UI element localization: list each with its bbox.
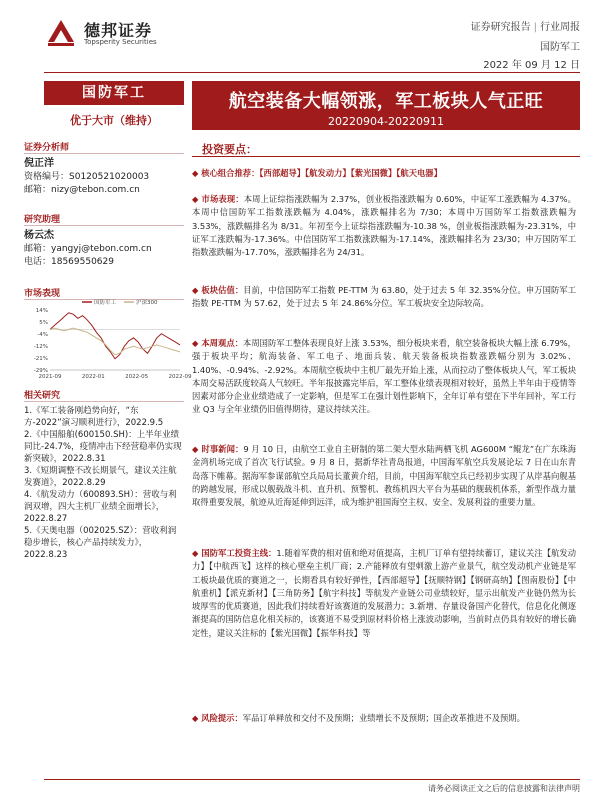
legend-label: 国防军工 — [94, 300, 117, 306]
x-tick-label: 2022-09 — [168, 374, 192, 380]
market-paragraph — [192, 193, 576, 259]
related-heading: 相关研究 — [24, 391, 61, 401]
industry-banner: 国防军工 — [44, 81, 184, 105]
valuation-text: 目前，中信国防军工指数 PE-TTM 为 63.80，处于过去 5 年 32.35%分位。申万国防军工指数 PE-TTM 为 57.62，处于过去 5 年 24.86%分位。军工板块安全边际较高。 — [192, 285, 576, 309]
y-tick-label: -12% — [33, 344, 48, 350]
portfolio-text: 【西部超导】【航发动力】【紫光国微】【航天电器】 — [259, 168, 442, 178]
assistant-phone: 电话：18569550629 — [24, 257, 114, 267]
divider — [24, 401, 184, 402]
bullet-icon: ◆ — [192, 338, 202, 348]
market-text: 本周上证综指涨跌幅为 2.37%，创业板指涨跌幅为 0.60%，中证军工涨跌幅为 4.37%。本周中信国防军工指数涨跌幅为 4.04%，涨跌幅排名为 7/30；本周中万国防军工指数涨跌幅为 3.53%，涨跌幅排名为 8/31。年初至今上证综指涨跌幅为-10.38 %，创业板指涨跌幅为-23.31%，中证军工涨跌幅为-17.36%。中信国防军工指数涨跌幅为-17.14%，涨跌幅排名为 23/30；申万国防军工指数涨跌幅为-17.70%，涨跌幅排名为 24/31。 — [192, 194, 576, 258]
divider — [24, 225, 184, 226]
footer-divider — [44, 779, 580, 780]
risk-paragraph — [192, 712, 576, 725]
brand-logo — [44, 16, 244, 60]
section-title: 投资要点： — [202, 143, 257, 156]
report-industry: 国防军工 — [540, 42, 580, 53]
weekly-paragraph — [192, 337, 576, 417]
report-date-range: 20220904-20220911 — [328, 115, 444, 128]
brand-name: 德邦证券 — [84, 21, 153, 40]
y-tick-label: -21% — [33, 356, 48, 362]
bullet-icon: ◆ — [192, 285, 202, 295]
analyst-heading: 证券分析师 — [24, 143, 70, 153]
related-report[interactable]: 3.《短期调整不改长期景气，建议关注航发赛道》，2022.8.29 — [24, 466, 177, 488]
market-heading: 市场表现 — [24, 289, 61, 299]
rating: 优于大市（维持） — [70, 114, 158, 127]
analyst-cert: 资格编号：S0120521020003 — [24, 172, 150, 182]
footer-disclaimer: 请务必阅读正文之后的信息披露和法律声明 — [428, 784, 580, 793]
assistant-email[interactable]: 邮箱：yangyj@tebon.com.cn — [24, 244, 152, 254]
series-line-defense — [50, 313, 180, 359]
pool-text: 1.随着军费的相对值和绝对值提高，主机厂订单有望持续蓄订，建议关注【航发动力】【中航西飞】这样的核心壁垒主机厂商；2.产能释放有望刺激上游产业景气，航空发动机产业链是军工板块最优质的赛道之一，长期看具有较好弹性，【西部超导】【抚顺特钢】【钢研高纳】【图南股份】【中航重机】【派克新材】【三角防务】【航宇科技】等航发产业链公司业绩较好，显示出航发产业链仍然为长坡厚雪的优质赛道，因此我们持续看好该赛道的发展潜力；3.新增、存量设备国产化替代，信息化化侧逐渐提高的国防信息化相关标的，该赛道不易受到原材料价格上涨波动影响，当前时点仍具有较好的增长确定性，建议关注标的【紫光国微】【振华科技】等 — [192, 548, 576, 638]
divider — [24, 153, 184, 154]
y-tick-label: -29% — [33, 368, 48, 374]
x-tick-label: 2022-05 — [125, 374, 149, 380]
weekly-label: 本周观点： — [201, 338, 243, 348]
related-report[interactable]: 4.《航发动力（600893.SH）：营收与利润双增，四大主机厂业绩全面增长》，2022.8.27 — [24, 490, 177, 524]
analyst-name: 倪正洋 — [24, 158, 54, 169]
assistant-info — [24, 229, 152, 269]
report-meta: 证券研究报告 | 行业周报 国防军工 — [471, 18, 580, 58]
bullet-icon: ◆ — [192, 444, 202, 454]
news-label: 时事新闻： — [201, 444, 244, 454]
valuation-label: 板块估值： — [201, 285, 244, 295]
risk-text: 军品订单释放和交付不及预期；业绩增长不及预期；国企改革推进不及预期。 — [242, 713, 525, 723]
related-report-list — [24, 405, 184, 561]
risk-label: 风险提示： — [201, 713, 243, 723]
bullet-icon: ◆ — [192, 713, 202, 723]
brand-name-en: Topsperity Securities — [84, 38, 157, 46]
bullet-icon: ◆ — [192, 168, 202, 178]
portfolio-paragraph — [192, 167, 576, 180]
market-chart — [24, 296, 192, 386]
valuation-paragraph — [192, 284, 576, 311]
news-paragraph — [192, 443, 576, 509]
report-type: 证券研究报告 — [470, 22, 531, 33]
weekly-text: 本周国防军工整体表现良好上涨 3.53%，细分板块来看，航空装备板块大幅上涨 6.79%，强于板块平均；航海装备、军工电子、地面兵装、航天装备板块指数涨跌幅分别为 3.02%、1.40%、-0.94%、-2.92%。本周航空板块中主机厂最先开始上涨，从而拉动了整体板块人气，军工板块本周交易活跃度较高人气较旺。半年报披露完毕后，军工整体业绩表现相对较好，虽然上半年由于疫情等因素对部分企业业绩造成了一定影响，但是军工在强计划性影响下，全年订单有望在下半年回补，军工行业 Q3 与全年业绩仍旧值得期待，建议持续关注。 — [192, 338, 576, 415]
related-report[interactable]: 1.《军工装备刚趋势向好，“东方-2022”演习顺利进行》，2022.9.5 — [24, 406, 164, 428]
legend-label: 沪深300 — [136, 300, 158, 306]
y-tick-label: 14% — [35, 308, 48, 314]
bullet-icon: ◆ — [192, 194, 202, 204]
assistant-heading: 研究助理 — [24, 215, 61, 225]
analyst-email[interactable]: 邮箱：nizy@tebon.com.cn — [24, 185, 140, 195]
analyst-info — [24, 157, 149, 197]
portfolio-label: 核心组合推荐： — [201, 168, 260, 178]
pool-label: 国防军工投资主线： — [201, 548, 277, 558]
y-tick-label: 5% — [39, 320, 48, 326]
bullet-icon: ◆ — [192, 548, 202, 558]
related-report[interactable]: 5.《天奥电器（002025.SZ）：营收利润稳步增长，核心产品持续发力》，2022.8.23 — [24, 526, 177, 560]
news-text: 9 月 10 日，由航空工业自主研制的第二架大型水陆两栖飞机 AG600M “鲲龙”在广东珠海金湾机场完成了首次飞行试验。9 月 8 日，据新华社青岛报道，中国海军航空兵发展论坛 7 日在山东青岛落下帷幕。据海军参谋部航空兵局局长董黄介绍，目前，中国海军航空兵已经初步实现了从岸基向舰基的跨越发展，形成以舰载战斗机、直升机、预警机、教练机四大平台为基础的舰载机体系，新型作战力量取得重要发展，航迹从近海延伸到远洋，成为维护祖国海空主权、安全、发展利益的重要力量。 — [192, 444, 576, 508]
pool-paragraph — [192, 547, 576, 640]
series-line-hs300 — [50, 328, 180, 355]
x-tick-label: 2021-09 — [38, 374, 62, 380]
report-date: 2022 年 09 月 12 日 — [483, 60, 580, 71]
brand-mark-icon — [44, 16, 78, 50]
assistant-name: 杨云杰 — [24, 230, 54, 241]
report-title: 航空装备大幅领涨，军工板块人气正旺 — [228, 91, 544, 112]
related-report[interactable]: 2.《中国船舶(600150.SH)：上半年业绩同比-24.7%，疫情冲击下经营稳率仍实现新突破》，2022.8.31 — [24, 430, 182, 464]
x-tick-label: 2022-01 — [81, 374, 105, 380]
title-banner — [192, 81, 580, 130]
header-divider — [44, 72, 580, 73]
section-header — [192, 138, 580, 157]
market-label: 市场表现： — [201, 194, 244, 204]
report-category: 行业周报 — [540, 22, 580, 33]
y-tick-label: -4% — [37, 332, 48, 338]
